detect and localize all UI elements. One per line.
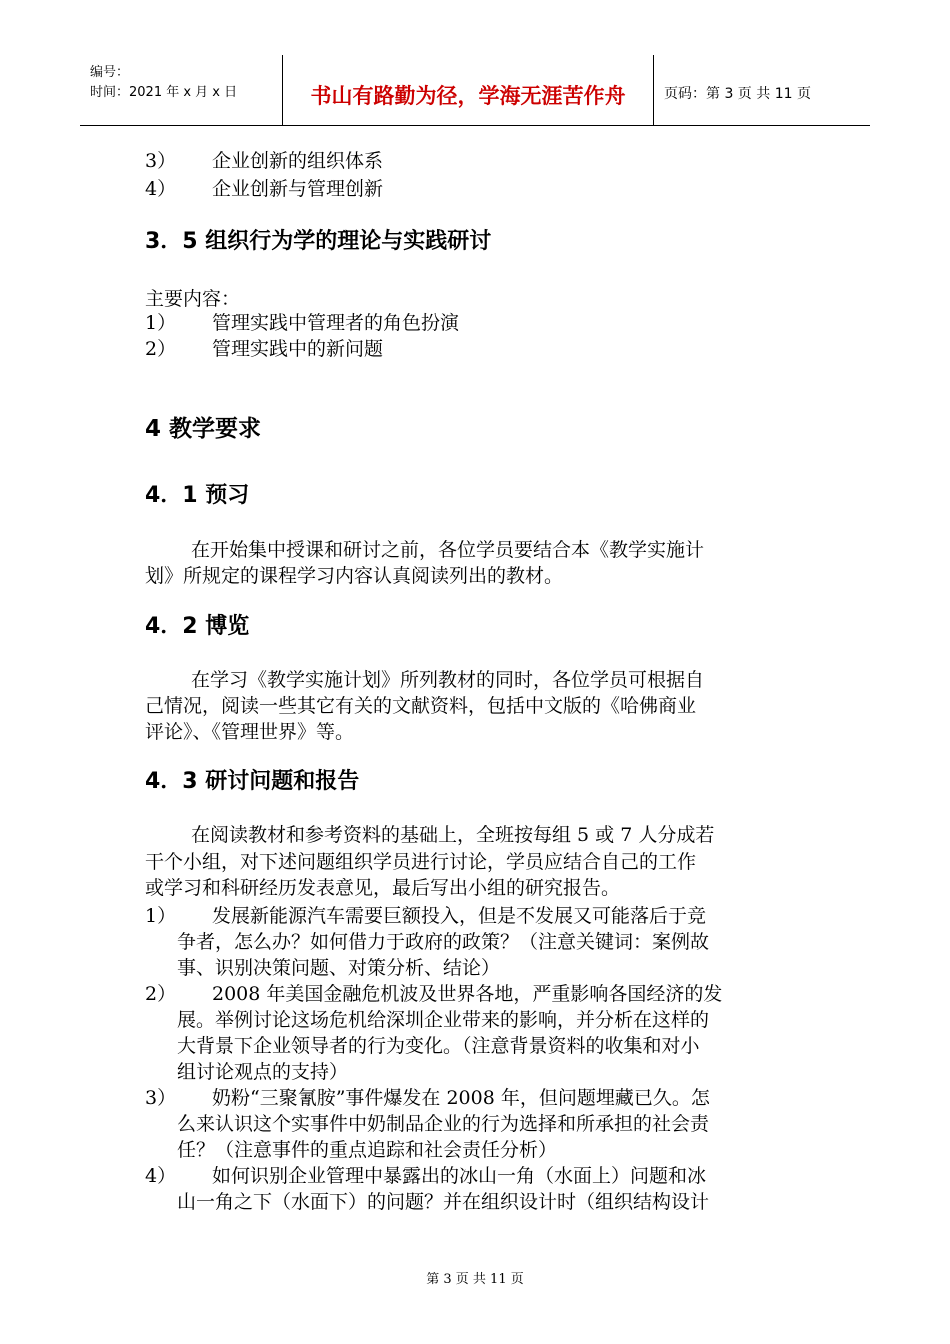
paragraph-line: 划》所规定的课程学习内容认真阅读列出的教材。: [145, 565, 564, 587]
list-text: 企业创新与管理创新: [212, 178, 384, 200]
header-meta: [80, 55, 283, 125]
list-text: 管理实践中的新问题: [212, 338, 384, 360]
section-heading-3-5: 3．5 组织行为学的理论与实践研讨: [145, 229, 492, 254]
list-item: [145, 149, 384, 173]
list-number: 2）: [145, 983, 177, 1005]
section-heading-4-2: 4．2 博览: [145, 614, 250, 639]
paragraph-line: 或学习和科研经历发表意见，最后写出小组的研究报告。: [145, 877, 621, 899]
header-page-info: 页码：第 3 页 共 11 页: [664, 86, 811, 102]
list-line: 任？（注意事件的重点追踪和社会责任分析）: [177, 1139, 558, 1161]
list-number: 2）: [145, 338, 177, 360]
list-number: 3）: [145, 150, 177, 172]
list-text: 企业创新的组织体系: [212, 150, 384, 172]
header-page-cell: [654, 55, 870, 125]
list-number: 1）: [145, 905, 177, 927]
paragraph-line: 在学习《教学实施计划》所列教材的同时，各位学员可根据自: [191, 669, 705, 691]
list-line: 展。举例讨论这场危机给深圳企业带来的影响，并分析在这样的: [177, 1009, 710, 1031]
time-label: 时间：2021 年 x 月 x 日: [90, 85, 238, 100]
code-label: 编号：: [90, 65, 130, 80]
list-item: [145, 177, 384, 201]
section-intro: 主要内容：: [145, 288, 241, 310]
list-item: [145, 337, 384, 361]
list-number: 4）: [145, 1165, 177, 1187]
list-item: [145, 311, 460, 335]
list-number: 3）: [145, 1087, 177, 1109]
list-line: 山一角之下（水面下）的问题？并在组织设计时（组织结构设计: [177, 1191, 710, 1213]
list-line: 2008 年美国金融危机波及世界各地，严重影响各国经济的发: [212, 983, 723, 1005]
paragraph-line: 在开始集中授课和研讨之前，各位学员要结合本《教学实施计: [191, 539, 705, 561]
paragraph-line: 在阅读教材和参考资料的基础上，全班按每组 5 或 7 人分成若: [191, 824, 715, 846]
list-line: 组讨论观点的支持）: [177, 1061, 349, 1083]
page-header: [80, 55, 870, 126]
list-line: 争者，怎么办？如何借力于政府的政策？（注意关键词：案例故: [177, 931, 710, 953]
list-number: 4）: [145, 178, 177, 200]
list-line: 奶粉“三聚氰胺”事件爆发在 2008 年，但问题埋藏已久。怎: [212, 1087, 710, 1109]
list-line: 么来认识这个实事件中奶制品企业的行为选择和所承担的社会责: [177, 1113, 710, 1135]
page-footer: 第 3 页 共 11 页: [426, 1272, 524, 1287]
section-heading-4-3: 4．3 研讨问题和报告: [145, 769, 360, 794]
list-line: 如何识别企业管理中暴露出的冰山一角（水面上）问题和冰: [212, 1165, 707, 1187]
list-line: 大背景下企业领导者的行为变化。（注意背景资料的收集和对小: [177, 1035, 700, 1057]
header-motto-cell: [283, 55, 654, 125]
list-number: 1）: [145, 312, 177, 334]
chapter-heading-4: 4 教学要求: [145, 416, 262, 442]
paragraph-line: 己情况，阅读一些其它有关的文献资料，包括中文版的《哈佛商业: [145, 695, 697, 717]
list-line: 发展新能源汽车需要巨额投入，但是不发展又可能落后于竞: [212, 905, 707, 927]
section-heading-4-1: 4．1 预习: [145, 483, 250, 508]
list-text: 管理实践中管理者的角色扮演: [212, 312, 460, 334]
header-motto: 书山有路勤为径，学海无涯苦作舟: [310, 84, 626, 108]
paragraph-line: 干个小组，对下述问题组织学员进行讨论，学员应结合自己的工作: [145, 851, 697, 873]
list-line: 事、识别决策问题、对策分析、结论）: [177, 957, 501, 979]
paragraph-line: 评论》、《管理世界》等。: [145, 721, 355, 743]
